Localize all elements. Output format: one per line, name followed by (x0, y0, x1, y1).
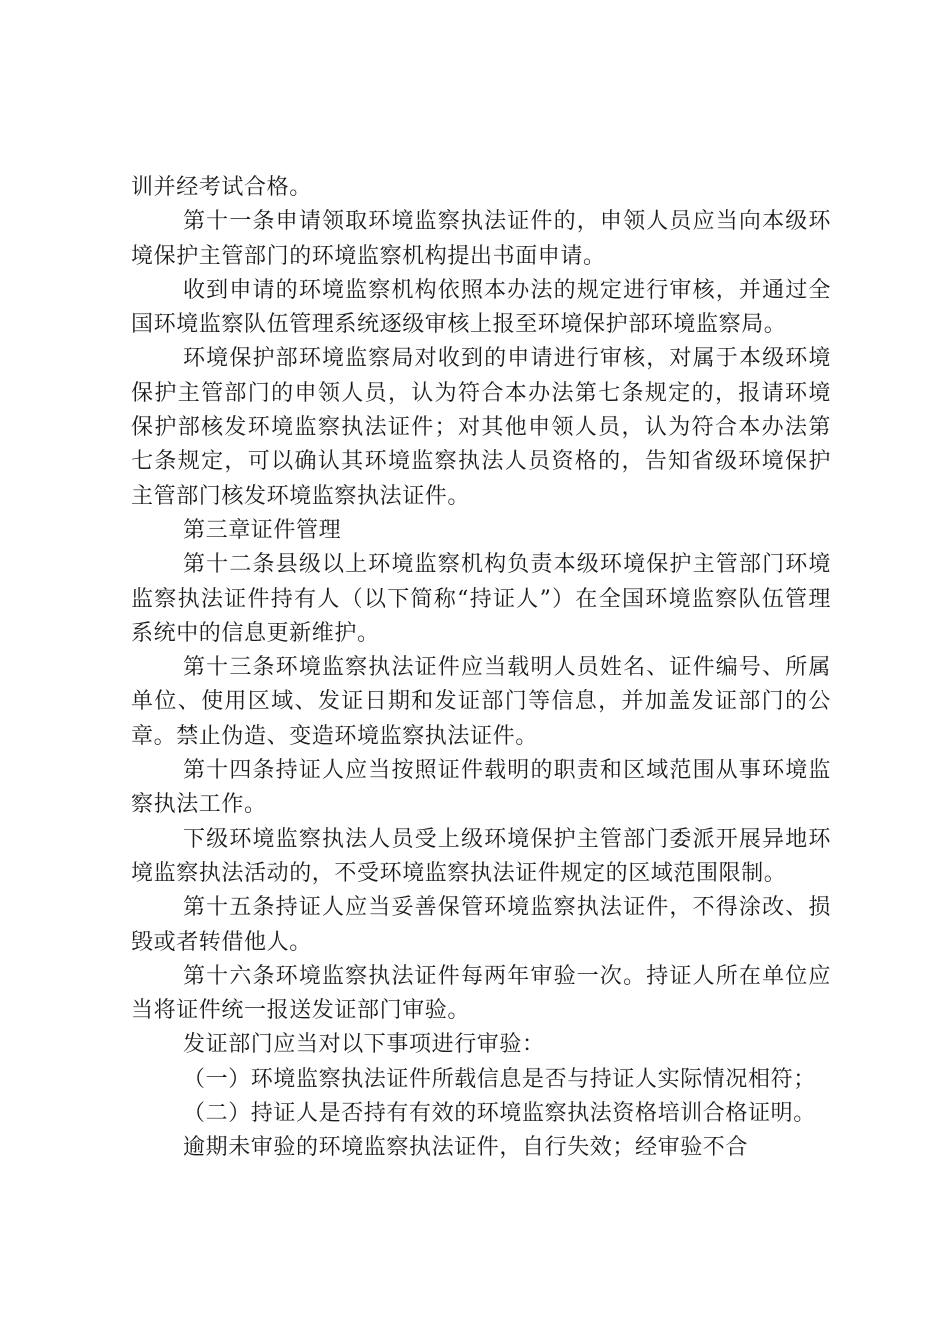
paragraph-review-report: 收到申请的环境监察机构依照本办法的规定进行审核，并通过全国环境监察队伍管理系统逐级审核上报至环境保护部环境监察局。 (131, 277, 831, 338)
paragraph-article-12: 第十二条县级以上环境监察机构负责本级环境保护主管部门环境监察执法证件持有人（以下简称“持证人”）在全国环境监察队伍管理系统中的信息更新维护。 (131, 552, 831, 646)
paragraph-article-15: 第十五条持证人应当妥善保管环境监察执法证件，不得涂改、损毁或者转借他人。 (131, 895, 831, 955)
paragraph-article-14: 第十四条持证人应当按照证件载明的职责和区域范围从事环境监察执法工作。 (131, 758, 831, 818)
list-item-2: （二）持证人是否持有有效的环境监察执法资格培训合格证明。 (183, 1101, 816, 1127)
paragraph-delegated-enforcement: 下级环境监察执法人员受上级环境保护主管部门委派开展异地环境监察执法活动的，不受环境监察执法证件规定的区域范围限制。 (131, 826, 831, 886)
paragraph-review-items: 发证部门应当对以下事项进行审验： (183, 1032, 545, 1058)
paragraph-bureau-review: 环境保护部环境监察局对收到的申请进行审核，对属于本级环境保护主管部门的申领人员，认为符合本办法第七条规定的，报请环境保护部核发环境监察执法证件；对其他申领人员，认为符合本办法第七条规定，可以确认其环境监察执法人员资格的，告知省级环境保护主管部门核发环境监察执法证件。 (131, 346, 831, 509)
paragraph-expiry: 逾期未审验的环境监察执法证件，自行失效；经审验不合 (183, 1135, 749, 1161)
paragraph-article-16: 第十六条环境监察执法证件每两年审验一次。持证人所在单位应当将证件统一报送发证部门审验。 (131, 963, 831, 1024)
document-body (131, 171, 831, 1166)
list-item-1: （一）环境监察执法证件所载信息是否与持证人实际情况相符； (183, 1066, 816, 1092)
paragraph-article-11: 第十一条申请领取环境监察执法证件的，申领人员应当向本级环境保护主管部门的环境监察机构提出书面申请。 (131, 209, 831, 269)
chapter-heading: 第三章证件管理 (183, 517, 342, 543)
paragraph-continuation: 训并经考试合格。 (131, 175, 312, 200)
paragraph-article-13: 第十三条环境监察执法证件应当载明人员姓名、证件编号、所属单位、使用区域、发证日期和发证部门等信息，并加盖发证部门的公章。禁止伪造、变造环境监察执法证件。 (131, 655, 831, 749)
